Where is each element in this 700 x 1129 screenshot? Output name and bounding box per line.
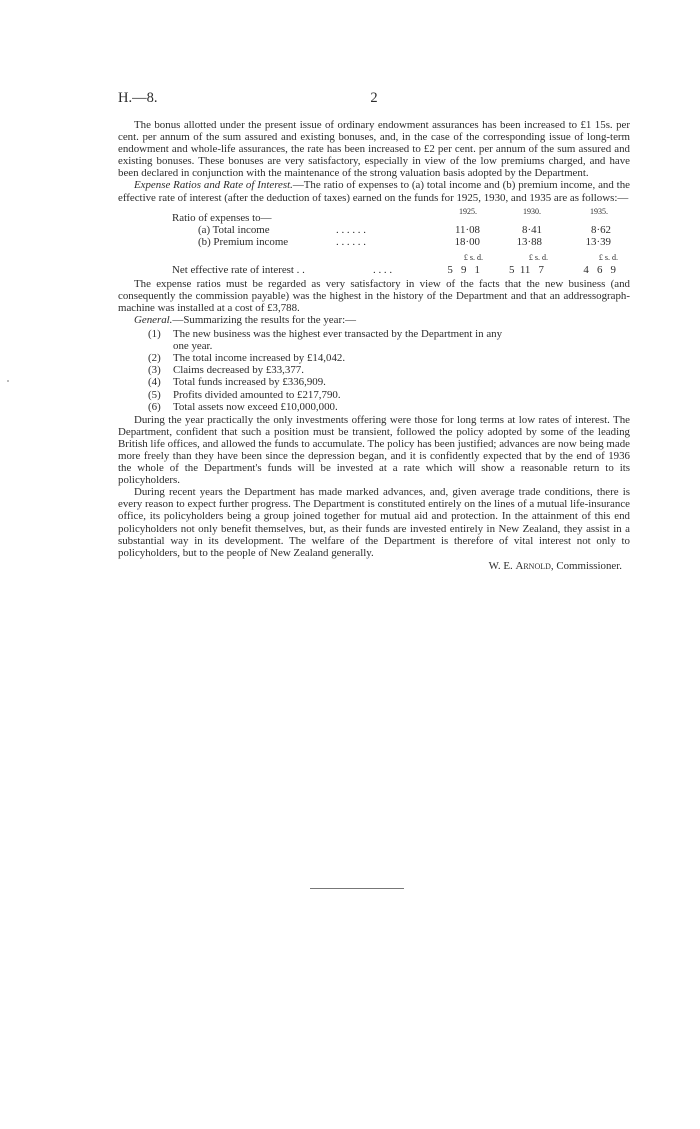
page-number: 2 bbox=[370, 90, 378, 106]
leader-dots: . . . . bbox=[373, 263, 393, 276]
list-item: (4) Total funds increased by £336,909. bbox=[148, 376, 326, 389]
ratio-label: Ratio of expenses to— bbox=[172, 211, 272, 224]
general-paragraph: General.—Summarizing the results for the year:— bbox=[134, 313, 357, 326]
results-list bbox=[118, 328, 630, 413]
row-label: (b) Premium income bbox=[198, 235, 289, 248]
investments-paragraph: During the year practically the only investments offering were those for long terms at low rates of interest. The Department, confident that such a position must be transient, followed the policy adopted by some of the leading British life offices, and allowed the funds to accumulate. The policy has been justified; advances are now being made more freely than they have been since the depression began, and it is confidently expected that by the end of 1936 the whole of the Department's funds will be invested at a rate which will show a reasonable return to its policyholders. bbox=[118, 413, 630, 487]
value-cell: 18·00 bbox=[454, 235, 480, 248]
list-item: (3) Claims decreased by £33,377. bbox=[148, 364, 304, 377]
expense-ratios-paragraph: Expense Ratios and Rate of Interest.—The ratio of expenses to (a) total income and (b) premium income, and the effective rate of interest (after the deduction of taxes) earned on the funds for 1925, 1930, and 1935 are as follows:— bbox=[118, 179, 630, 204]
value-cell: 13·88 bbox=[516, 235, 542, 248]
year-header-1925: 1925. bbox=[459, 206, 477, 216]
row-label: (a) Total income bbox=[198, 223, 270, 236]
expense-assessment-paragraph: The expense ratios must be regarded as very satisfactory in view of the facts that the new business (and consequently the commission payable) was the highest in the history of the Department and that an addressograph-machine was installed at a cost of £3,788. bbox=[118, 277, 630, 314]
currency-header: £ s. d. bbox=[463, 252, 483, 262]
list-item: (1) The new business was the highest ever transacted by the Department in any one year. bbox=[148, 328, 503, 353]
signature: W. E. Arnold, Commissioner. bbox=[488, 559, 622, 572]
currency-header: £ s. d. bbox=[528, 252, 548, 262]
report-body bbox=[118, 119, 630, 572]
year-header-1935: 1935. bbox=[590, 206, 608, 216]
value-cell: 8·41 bbox=[522, 223, 542, 236]
signatory-name: Arnold bbox=[515, 559, 551, 572]
scan-speck bbox=[7, 380, 9, 382]
value-cell: 8·62 bbox=[591, 223, 611, 236]
list-item: (2) The total income increased by £14,042. bbox=[148, 352, 346, 365]
expense-ratio-table bbox=[118, 206, 630, 278]
bonus-paragraph: The bonus allotted under the present issue of ordinary endowment assurances has been increased to £1 15s. per cent. per annum of the sum assured and existing bonuses, and, in the case of the corresponding issue of long-term endowment and whole-life assurances, the rate has been increased to £2 per cent. per annum of the sum assured and existing bonuses. These bonuses are very satisfactory, especially in view of the low premiums charged, and have been declared in conjunction with the maintenance of the strong valuation basis adopted by the Department. bbox=[118, 119, 630, 180]
year-header-1930: 1930. bbox=[523, 206, 541, 216]
value-cell: 5 11 7 bbox=[509, 263, 544, 276]
value-cell: 13·39 bbox=[585, 235, 611, 248]
value-cell: 5 9 1 bbox=[447, 263, 480, 276]
list-item: (6) Total assets now exceed £10,000,000. bbox=[148, 400, 338, 413]
value-cell: 4 6 9 bbox=[583, 263, 616, 276]
currency-header: £ s. d. bbox=[598, 252, 618, 262]
leader-dots: . . . . . . bbox=[336, 235, 366, 248]
end-rule bbox=[310, 888, 404, 889]
document-reference: H.—8. bbox=[118, 90, 158, 106]
section-heading-expense: Expense Ratios and Rate of Interest. bbox=[134, 179, 293, 192]
list-item: (5) Profits divided amounted to £217,790. bbox=[148, 388, 341, 401]
outlook-paragraph: During recent years the Department has made marked advances, and, given average trade conditions, there is every reason to expect further progress. The Department is constituted entirely on the lines of a mutual life-insurance office, its policyholders being a group joined together for mutual aid and protection. In the attainment of this end policyholders not only benefit themselves, but, as their funds are invested entirely in New Zealand, they assist in a substantial way in its development. The welfare of the Department is therefore of vital interest not only to policyholders, but to the people of New Zealand generally. bbox=[118, 486, 630, 559]
leader-dots: . . . . . . bbox=[336, 223, 366, 236]
interest-label: Net effective rate of interest . . bbox=[172, 263, 305, 276]
section-heading-general: General. bbox=[134, 313, 173, 326]
value-cell: 11·08 bbox=[454, 223, 480, 236]
